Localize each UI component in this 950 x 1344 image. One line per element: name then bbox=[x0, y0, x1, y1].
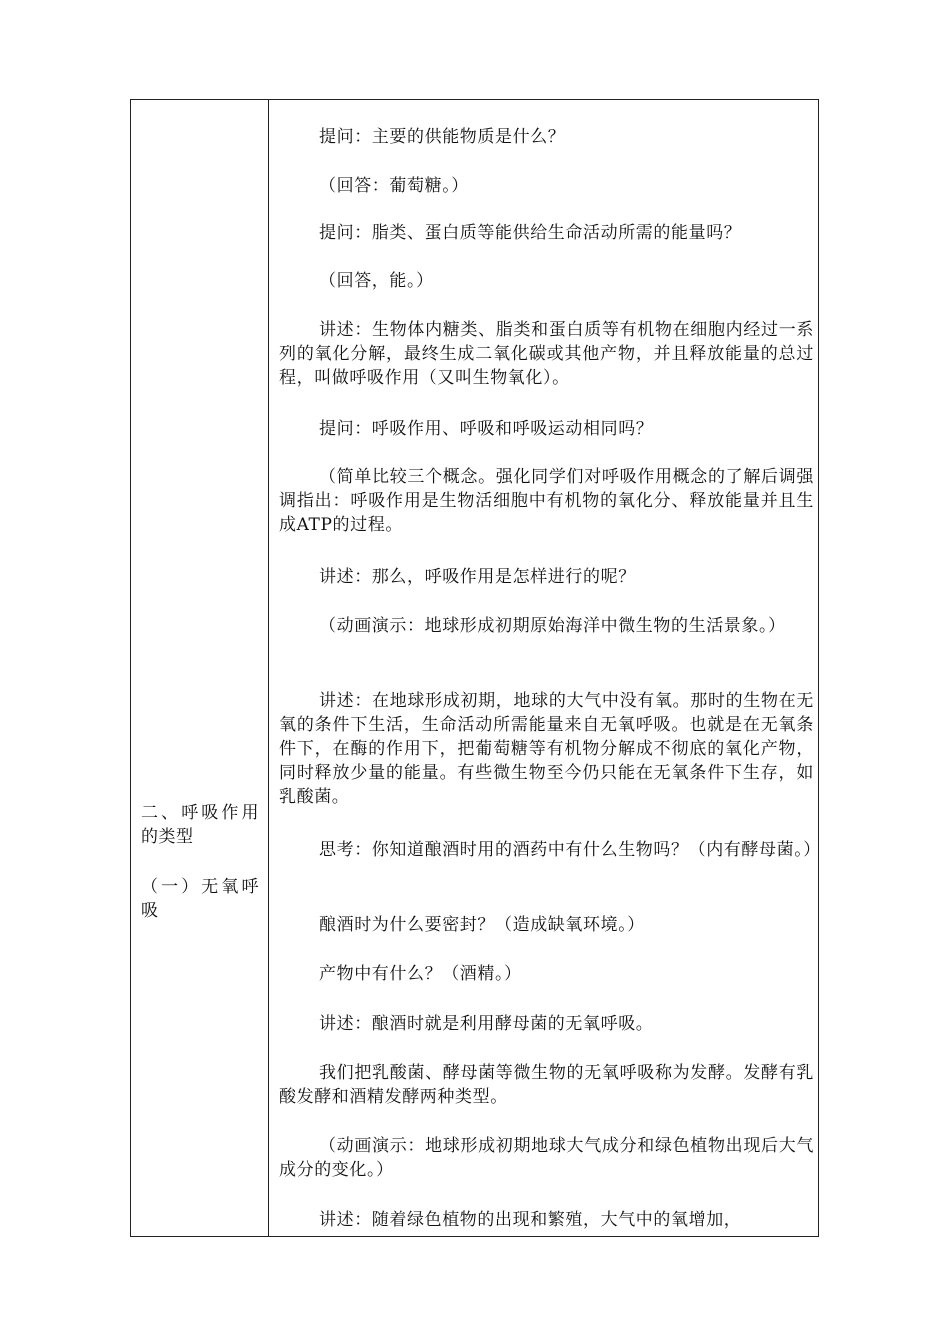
section-title: 二、呼吸作用的类型 bbox=[141, 803, 259, 847]
paragraph: 讲述：随着绿色植物的出现和繁殖，大气中的氧增加， bbox=[319, 1210, 742, 1230]
paragraph: 我们把乳酸菌、酵母菌等微生物的无氧呼吸称为发酵。发酵有乳酸发酵和酒精发酵两种类型。 bbox=[279, 1063, 814, 1107]
paragraph: （回答，能。） bbox=[319, 271, 434, 291]
paragraph: 思考：你知道酿酒时用的酒药中有什么生物吗？（内有酵母菌。） bbox=[319, 840, 821, 860]
paragraph: 酿酒时为什么要密封？（造成缺氧环境。） bbox=[319, 915, 645, 935]
column-divider bbox=[268, 100, 269, 1236]
paragraph: 讲述：酿酒时就是利用酵母菌的无氧呼吸。 bbox=[319, 1014, 654, 1034]
paragraph: 产物中有什么？（酒精。） bbox=[319, 964, 522, 984]
subsection-title: （一）无氧呼吸 bbox=[141, 877, 259, 921]
paragraph: 讲述：生物体内糖类、脂类和蛋白质等有机物在细胞内经过一系列的氧化分解，最终生成二氧化碳或其他产物，并且释放能量的总过程，叫做呼吸作用（又叫生物氧化）。 bbox=[279, 320, 814, 388]
paragraph: 提问：脂类、蛋白质等能供给生命活动所需的能量吗？ bbox=[319, 223, 742, 243]
left-column bbox=[131, 100, 268, 1236]
paragraph: 提问：主要的供能物质是什么？ bbox=[319, 127, 566, 147]
paragraph: （回答：葡萄糖。） bbox=[319, 176, 469, 196]
paragraph: 提问：呼吸作用、呼吸和呼吸运动相同吗？ bbox=[319, 419, 654, 439]
paragraph: 讲述：在地球形成初期，地球的大气中没有氧。那时的生物在无氧的条件下生活，生命活动所需能量来自无氧呼吸。也就是在无氧条件下，在酶的作用下，把葡萄糖等有机物分解成不彻底的氧化产物，同时释放少量的能量。有些微生物至今仍只能在无氧条件下生存，如乳酸菌。 bbox=[279, 691, 814, 807]
paragraph: （简单比较三个概念。强化同学们对呼吸作用概念的了解后调强调指出：呼吸作用是生物活细胞中有机物的氧化分、释放能量并且生成ATP的过程。 bbox=[279, 467, 814, 535]
paragraph: （动画演示：地球形成初期地球大气成分和绿色植物出现后大气成分的变化。） bbox=[279, 1136, 814, 1180]
paragraph: 讲述：那么，呼吸作用是怎样进行的呢？ bbox=[319, 567, 636, 587]
paragraph: （动画演示：地球形成初期原始海洋中微生物的生活景象。） bbox=[319, 616, 786, 636]
right-column bbox=[270, 100, 821, 1236]
lesson-table bbox=[130, 99, 819, 1237]
